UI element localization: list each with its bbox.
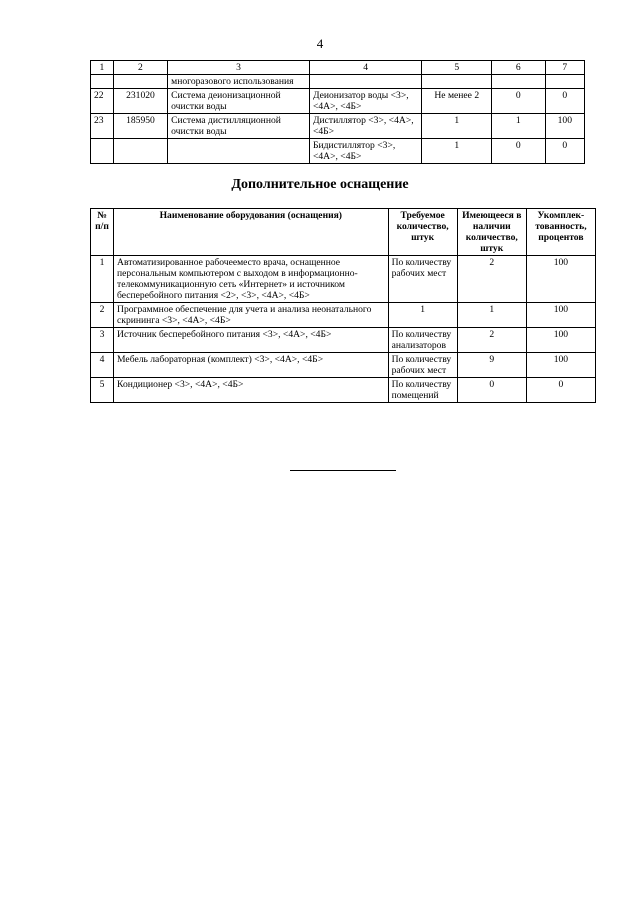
table-cell: Система дистилляционной очистки воды [168, 114, 310, 139]
table-cell: 1 [422, 114, 492, 139]
table-cell: 0 [545, 139, 584, 164]
table-cell [168, 139, 310, 164]
equipment-table-continued [90, 60, 585, 164]
table-cell: По количеству помещений [388, 378, 457, 403]
table-cell: 0 [526, 378, 595, 403]
table-cell: 100 [526, 353, 595, 378]
table-cell: По количеству рабочих мест [388, 353, 457, 378]
column-number-header: 3 [168, 61, 310, 75]
column-number-header: 5 [422, 61, 492, 75]
table-cell: 0 [545, 89, 584, 114]
table-row [91, 114, 585, 139]
table-cell [91, 139, 114, 164]
table-row [91, 303, 596, 328]
column-header-required: Требуемое количество, штук [388, 209, 457, 256]
page-number: 4 [316, 36, 324, 51]
table-cell: 100 [526, 256, 595, 303]
table-cell: 100 [526, 328, 595, 353]
table-cell: Система деионизационной очистки воды [168, 89, 310, 114]
table-cell [309, 75, 421, 89]
additional-equipment-table [90, 208, 596, 403]
table-cell [91, 75, 114, 89]
table-cell: 2 [91, 303, 114, 328]
table-row [91, 75, 585, 89]
table-header-row [91, 61, 585, 75]
column-header-available: Имеющееся в наличии количество, штук [457, 209, 526, 256]
table-cell: Деионизатор воды <3>, <4А>, <4Б> [309, 89, 421, 114]
table-row [91, 256, 596, 303]
table-row [91, 139, 585, 164]
table-cell: 100 [545, 114, 584, 139]
table-row [91, 328, 596, 353]
column-number-header: 7 [545, 61, 584, 75]
table-cell [113, 139, 167, 164]
table-header-row [91, 209, 596, 256]
table-cell: Мебель лабораторная (комплект) <3>, <4А>, <4Б> [114, 353, 389, 378]
table-cell [113, 75, 167, 89]
table-cell: многоразового использования [168, 75, 310, 89]
column-header-name: Наименование оборудования (оснащения) [114, 209, 389, 256]
table-cell: 3 [91, 328, 114, 353]
table-row [91, 89, 585, 114]
table-cell: 9 [457, 353, 526, 378]
table-cell: Кондиционер <3>, <4А>, <4Б> [114, 378, 389, 403]
table-cell: По количеству рабочих мест [388, 256, 457, 303]
table-cell: 231020 [113, 89, 167, 114]
table-row [91, 353, 596, 378]
table-cell: 1 [388, 303, 457, 328]
table-cell: 0 [492, 89, 546, 114]
section-title: Дополнительное оснащение [231, 177, 409, 192]
column-number-header: 4 [309, 61, 421, 75]
table-cell [422, 75, 492, 89]
table-cell [545, 75, 584, 89]
table-cell: 0 [492, 139, 546, 164]
table-cell: 0 [457, 378, 526, 403]
table-cell: 1 [422, 139, 492, 164]
table-cell: Источник бесперебойного питания <3>, <4А>, <4Б> [114, 328, 389, 353]
column-number-header: 2 [113, 61, 167, 75]
table-row [91, 378, 596, 403]
table-cell: 185950 [113, 114, 167, 139]
column-number-header: 6 [492, 61, 546, 75]
end-divider-line [290, 470, 396, 471]
table-cell: Дистиллятор <3>, <4А>, <4Б> [309, 114, 421, 139]
table-cell: Автоматизированное рабочееместо врача, оснащенное персональным компьютером с выходом в информационно-телекоммуникационную сеть «Интернет» и источником бесперебойного питания <2>, <3>, <4А>, <4Б> [114, 256, 389, 303]
table-cell: Не менее 2 [422, 89, 492, 114]
table-cell: 2 [457, 256, 526, 303]
table-cell: 1 [492, 114, 546, 139]
table-cell: По количеству анализаторов [388, 328, 457, 353]
table-cell: 2 [457, 328, 526, 353]
column-header-number: № п/п [91, 209, 114, 256]
table-cell: Программное обеспечение для учета и анализа неонатального скрининга <3>, <4А>, <4Б> [114, 303, 389, 328]
table-cell: 22 [91, 89, 114, 114]
column-number-header: 1 [91, 61, 114, 75]
table-cell: 23 [91, 114, 114, 139]
table-cell: 1 [457, 303, 526, 328]
table-cell: 100 [526, 303, 595, 328]
column-header-completeness: Укомплек-тованность, процентов [526, 209, 595, 256]
table-cell: Бидистиллятор <3>, <4А>, <4Б> [309, 139, 421, 164]
table-cell: 1 [91, 256, 114, 303]
table-cell [492, 75, 546, 89]
table-cell: 5 [91, 378, 114, 403]
table-cell: 4 [91, 353, 114, 378]
